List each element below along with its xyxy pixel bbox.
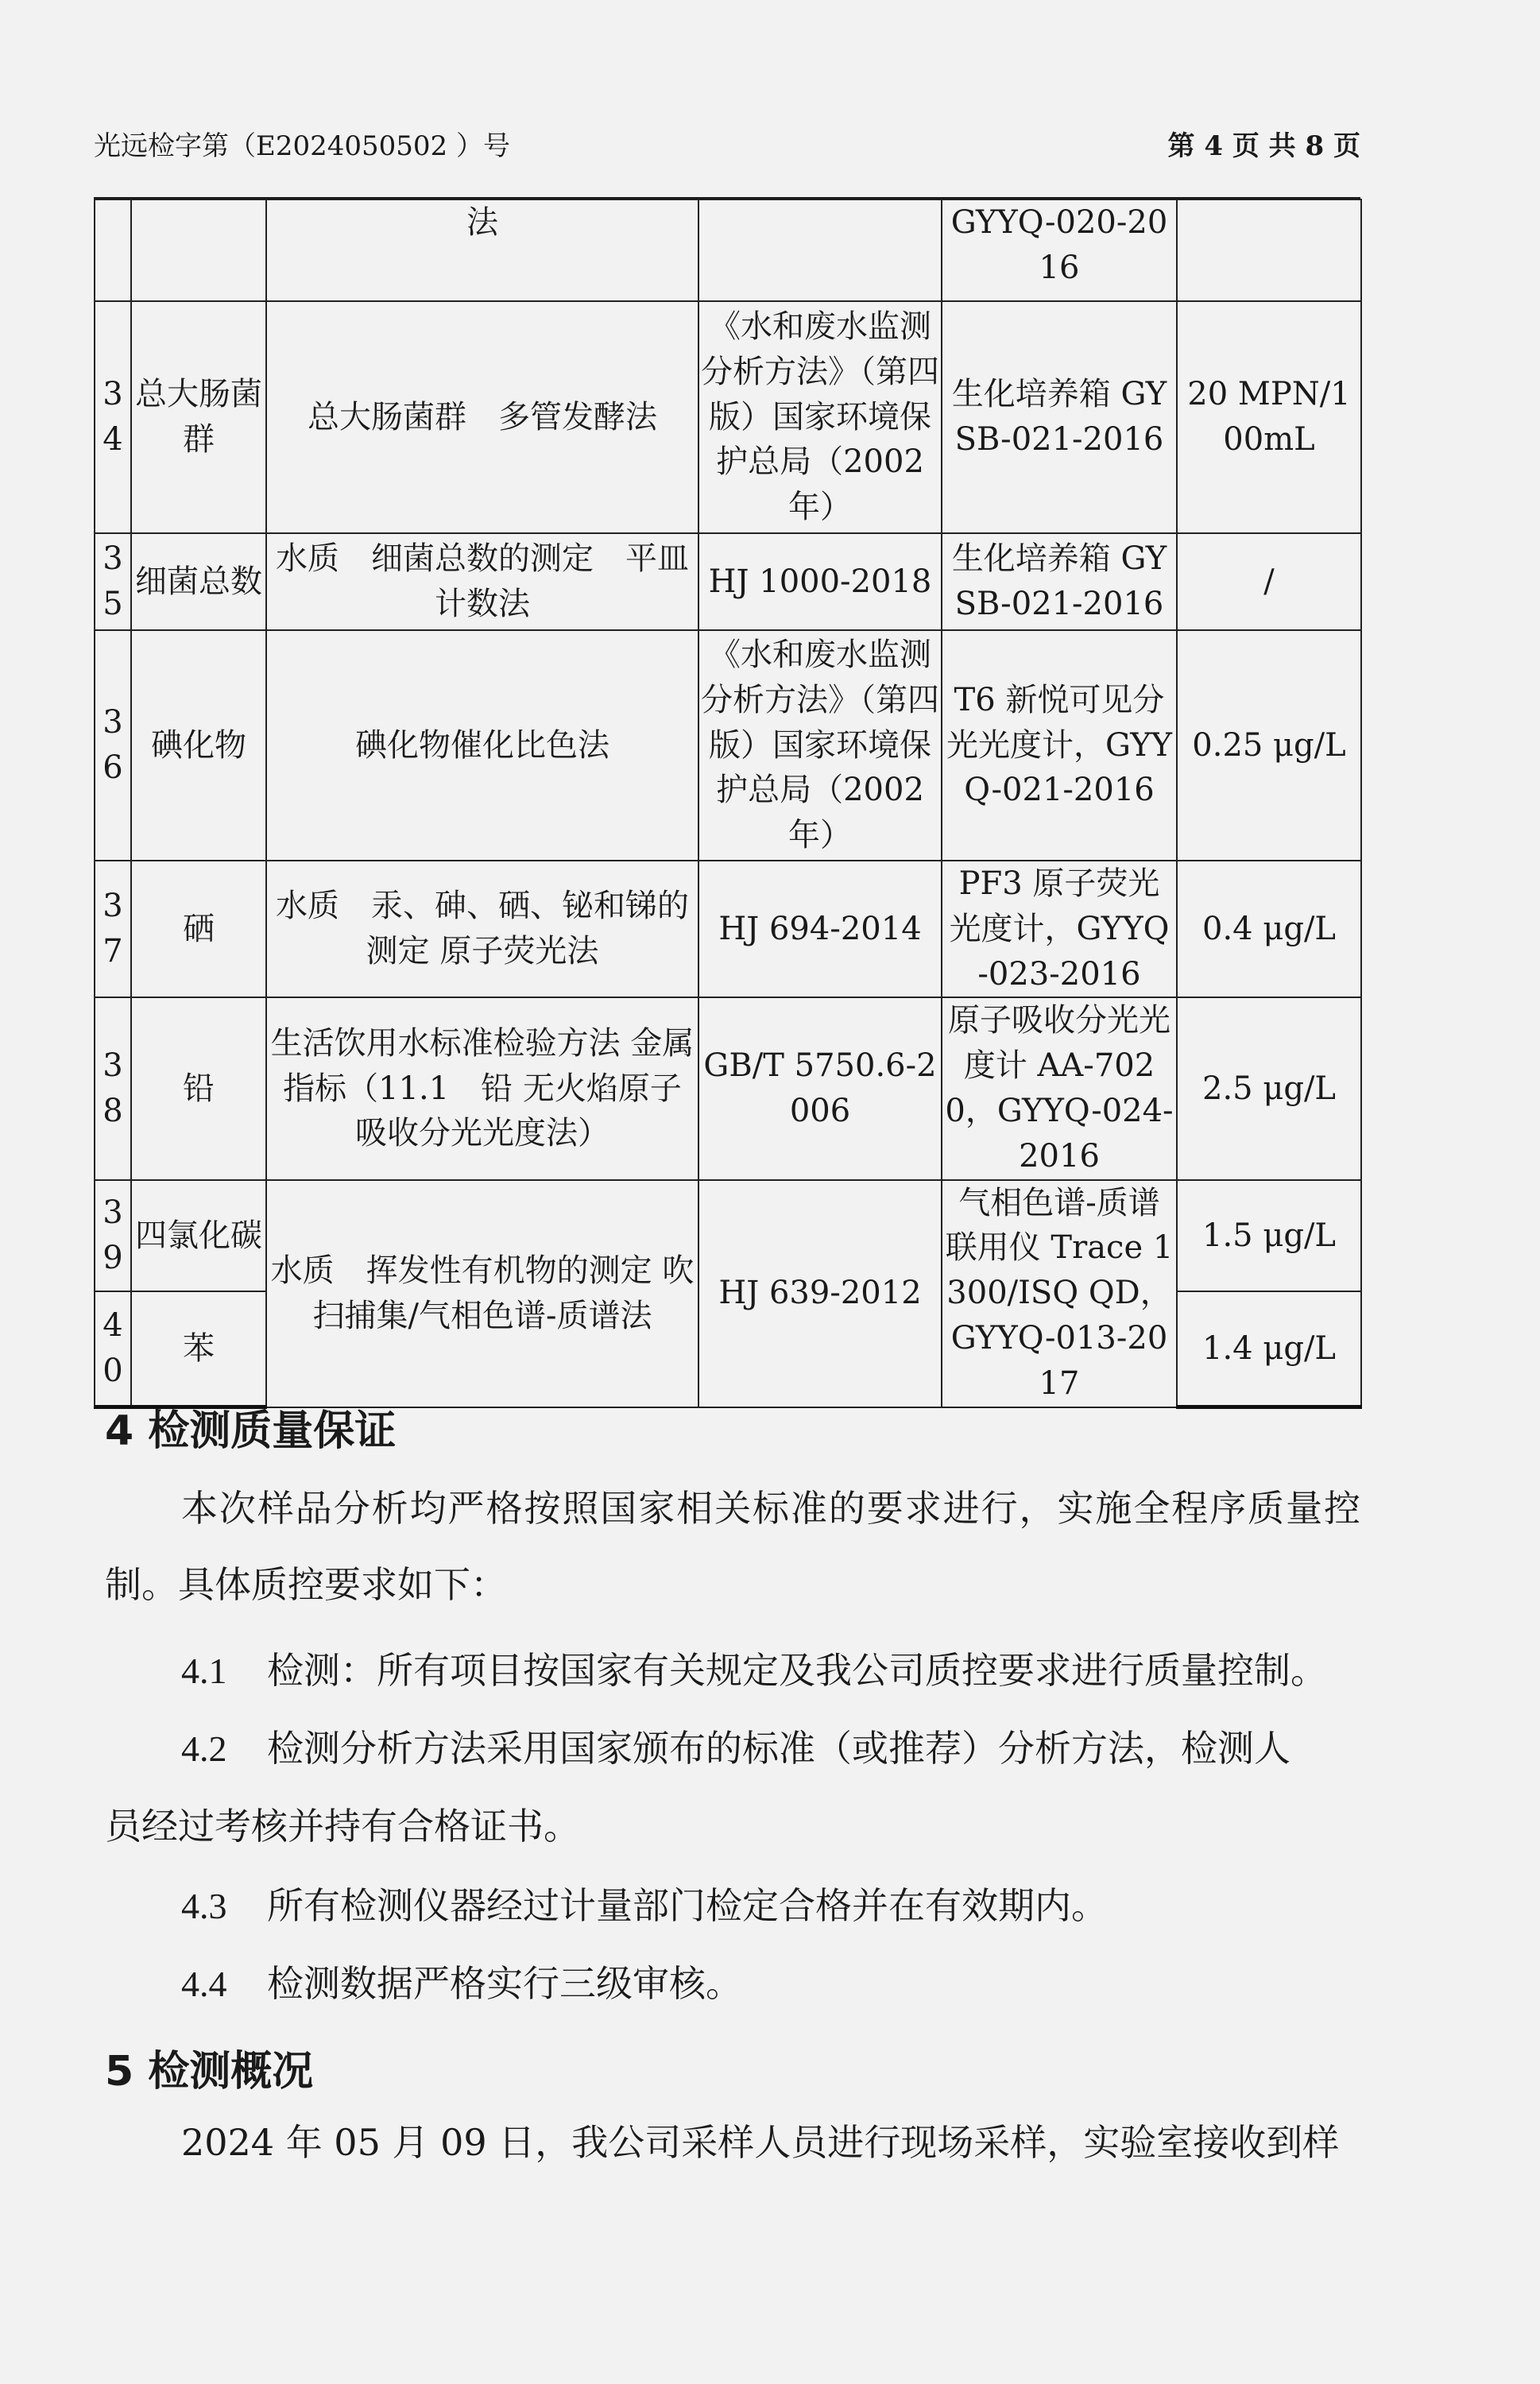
method-name: 法 [266, 199, 698, 301]
table-row [95, 199, 1361, 301]
section-5-heading: 5 检测概况 [105, 2048, 314, 2096]
quality-item [181, 1642, 1327, 1694]
row-number: 35 [95, 533, 131, 630]
item-name: 细菌总数 [131, 533, 266, 630]
instrument: T6 新悦可见分光光度计，GYYQ-021-2016 [942, 630, 1177, 861]
item-name: 硒 [131, 861, 266, 997]
row-number: 40 [95, 1291, 131, 1407]
standard-ref: 《水和废水监测分析方法》（第四版）国家环境保护总局（2002年） [698, 630, 942, 861]
method-name: 总大肠菌群 多管发酵法 [266, 301, 698, 533]
quality-item [181, 1720, 1290, 1772]
standard-ref [698, 199, 942, 301]
quality-item-text: 所有检测仪器经过计量部门检定合格并在有效期内。 [267, 1884, 1108, 1927]
detection-limit: 0.25 μg/L [1177, 630, 1361, 861]
quality-item-continuation: 员经过考核并持有合格证书。 [105, 1805, 580, 1848]
quality-item-number: 4.4 [181, 1964, 227, 2004]
instrument: GYYQ-020-2016 [942, 199, 1177, 301]
section-4-intro: 本次样品分析均严格按照国家相关标准的要求进行，实施全程序质量控制。具体质控要求如下： [105, 1487, 1360, 1606]
method-name: 水质 细菌总数的测定 平皿计数法 [266, 533, 698, 630]
instrument: 生化培养箱 GYSB-021-2016 [942, 533, 1177, 630]
item-name: 苯 [131, 1291, 266, 1407]
method-name: 生活饮用水标准检验方法 金属指标（11.1 铅 无火焰原子吸收分光光度法） [266, 997, 698, 1179]
detection-limit: 2.5 μg/L [1177, 997, 1361, 1179]
quality-item-number: 4.1 [181, 1651, 227, 1691]
method-name: 碘化物催化比色法 [266, 630, 698, 861]
quality-item-text: 检测分析方法采用国家颁布的标准（或推荐）分析方法，检测人 [267, 1727, 1290, 1770]
quality-item [181, 1955, 742, 2007]
quality-item-number: 4.2 [181, 1728, 227, 1769]
detection-method-table [94, 199, 1362, 1409]
method-name: 水质 挥发性有机物的测定 吹扫捕集/气相色谱-质谱法 [266, 1180, 698, 1407]
item-name: 碘化物 [131, 630, 266, 861]
standard-ref: HJ 1000-2018 [698, 533, 942, 630]
detection-limit: 1.4 μg/L [1177, 1291, 1361, 1407]
instrument: 生化培养箱 GYSB-021-2016 [942, 301, 1177, 533]
item-name: 四氯化碳 [131, 1180, 266, 1292]
page-header [94, 118, 1360, 167]
item-name: 铅 [131, 997, 266, 1179]
standard-ref: GB/T 5750.6-2006 [698, 997, 942, 1179]
detection-limit: 20 MPN/100mL [1177, 301, 1361, 533]
row-number [95, 199, 131, 301]
section-5-text: 2024 年 05 月 09 日，我公司采样人员进行现场采样，实验室接收到样 [181, 2121, 1340, 2164]
row-number: 38 [95, 997, 131, 1179]
table-row [95, 1180, 1361, 1292]
detection-limit: / [1177, 533, 1361, 630]
quality-item-text: 检测数据严格实行三级审核。 [267, 1962, 742, 2005]
item-name [131, 199, 266, 301]
row-number: 39 [95, 1180, 131, 1292]
table-row [95, 861, 1361, 997]
row-number: 37 [95, 861, 131, 997]
standard-ref: HJ 639-2012 [698, 1180, 942, 1407]
table-row [95, 533, 1361, 630]
row-number: 36 [95, 630, 131, 861]
page-indicator: 第 4 页 共 8 页 [1167, 130, 1360, 162]
instrument: 原子吸收分光光度计 AA-7020，GYYQ-024-2016 [942, 997, 1177, 1179]
quality-item-text: 检测：所有项目按国家有关规定及我公司质控要求进行质量控制。 [267, 1649, 1327, 1692]
table-row [95, 630, 1361, 861]
detection-limit: 1.5 μg/L [1177, 1180, 1361, 1292]
instrument: 气相色谱-质谱联用仪 Trace 1300/ISQ QD，GYYQ-013-2017 [942, 1180, 1177, 1407]
standard-ref: 《水和废水监测分析方法》（第四版）国家环境保护总局（2002年） [698, 301, 942, 533]
table-row [95, 997, 1361, 1179]
section-4-heading: 4 检测质量保证 [105, 1407, 397, 1455]
method-name: 水质 汞、砷、硒、铋和锑的测定 原子荧光法 [266, 861, 698, 997]
quality-item-number: 4.3 [181, 1886, 227, 1926]
report-number: 光远检字第（E2024050502 ）号 [94, 130, 510, 162]
standard-ref: HJ 694-2014 [698, 861, 942, 997]
detection-limit [1177, 199, 1361, 301]
quality-item [181, 1877, 1108, 1929]
detection-limit: 0.4 μg/L [1177, 861, 1361, 997]
item-name: 总大肠菌群 [131, 301, 266, 533]
table-row [95, 301, 1361, 533]
row-number: 34 [95, 301, 131, 533]
instrument: PF3 原子荧光光度计，GYYQ-023-2016 [942, 861, 1177, 997]
